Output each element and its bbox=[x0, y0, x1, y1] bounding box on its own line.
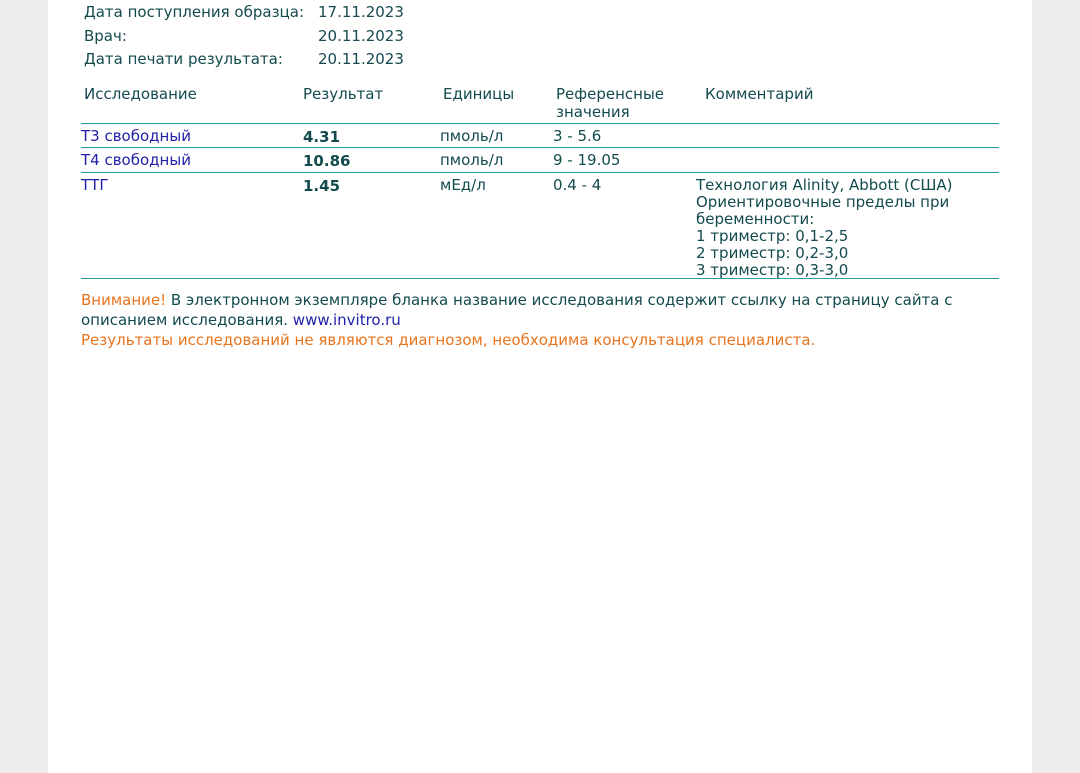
header-test: Исследование bbox=[84, 85, 197, 103]
reference-t4-free: 9 - 19.05 bbox=[553, 151, 621, 169]
comment-tsh-line-6: 3 триместр: 0,3-3,0 bbox=[696, 261, 849, 279]
table-rule-row1 bbox=[81, 147, 999, 148]
header-units: Единицы bbox=[443, 85, 515, 103]
result-t3-free: 4.31 bbox=[303, 128, 341, 146]
test-link-t3-free[interactable]: Т3 свободный bbox=[81, 127, 191, 145]
table-rule-bottom bbox=[81, 278, 999, 279]
notice-disclaimer: Результаты исследований не являются диагнозом, необходима консультация специалиста. bbox=[81, 331, 816, 349]
header-reference-line1: Референсные bbox=[556, 85, 665, 103]
table-rule-header bbox=[81, 123, 999, 124]
units-t3-free: пмоль/л bbox=[440, 127, 504, 145]
doctor-label: Врач: bbox=[84, 27, 127, 45]
units-t4-free: пмоль/л bbox=[440, 151, 504, 169]
comment-tsh-line-4: 1 триместр: 0,1-2,5 bbox=[696, 227, 849, 245]
notice-text: В электронном экземпляре бланка название исследования содержит ссылку на страницу сайта с описанием исследования. bbox=[81, 291, 953, 329]
notice-block bbox=[81, 290, 1011, 350]
result-t4-free: 10.86 bbox=[303, 152, 351, 170]
header-reference-line2: значения bbox=[556, 103, 630, 121]
doctor-value: 20.11.2023 bbox=[318, 27, 404, 45]
reference-t3-free: 3 - 5.6 bbox=[553, 127, 602, 145]
comment-tsh-line-1: Технология Alinity, Abbott (США) bbox=[696, 176, 953, 194]
result-tsh: 1.45 bbox=[303, 177, 341, 195]
header-comment: Комментарий bbox=[705, 85, 814, 103]
print-date-label: Дата печати результата: bbox=[84, 50, 283, 68]
invitro-link[interactable]: www.invitro.ru bbox=[292, 311, 401, 329]
comment-tsh-line-3: беременности: bbox=[696, 210, 815, 228]
test-link-t4-free[interactable]: Т4 свободный bbox=[81, 151, 191, 169]
test-link-tsh[interactable]: ТТГ bbox=[81, 176, 109, 194]
document-page bbox=[48, 0, 1032, 773]
sample-received-value: 17.11.2023 bbox=[318, 3, 404, 21]
notice-attention: Внимание! bbox=[81, 291, 167, 309]
comment-tsh-line-5: 2 триместр: 0,2-3,0 bbox=[696, 244, 849, 262]
table-rule-row2 bbox=[81, 172, 999, 173]
sample-received-label: Дата поступления образца: bbox=[84, 3, 304, 21]
comment-tsh-line-2: Ориентировочные пределы при bbox=[696, 193, 950, 211]
print-date-value: 20.11.2023 bbox=[318, 50, 404, 68]
reference-tsh: 0.4 - 4 bbox=[553, 176, 602, 194]
units-tsh: мЕд/л bbox=[440, 176, 486, 194]
header-result: Результат bbox=[303, 85, 384, 103]
